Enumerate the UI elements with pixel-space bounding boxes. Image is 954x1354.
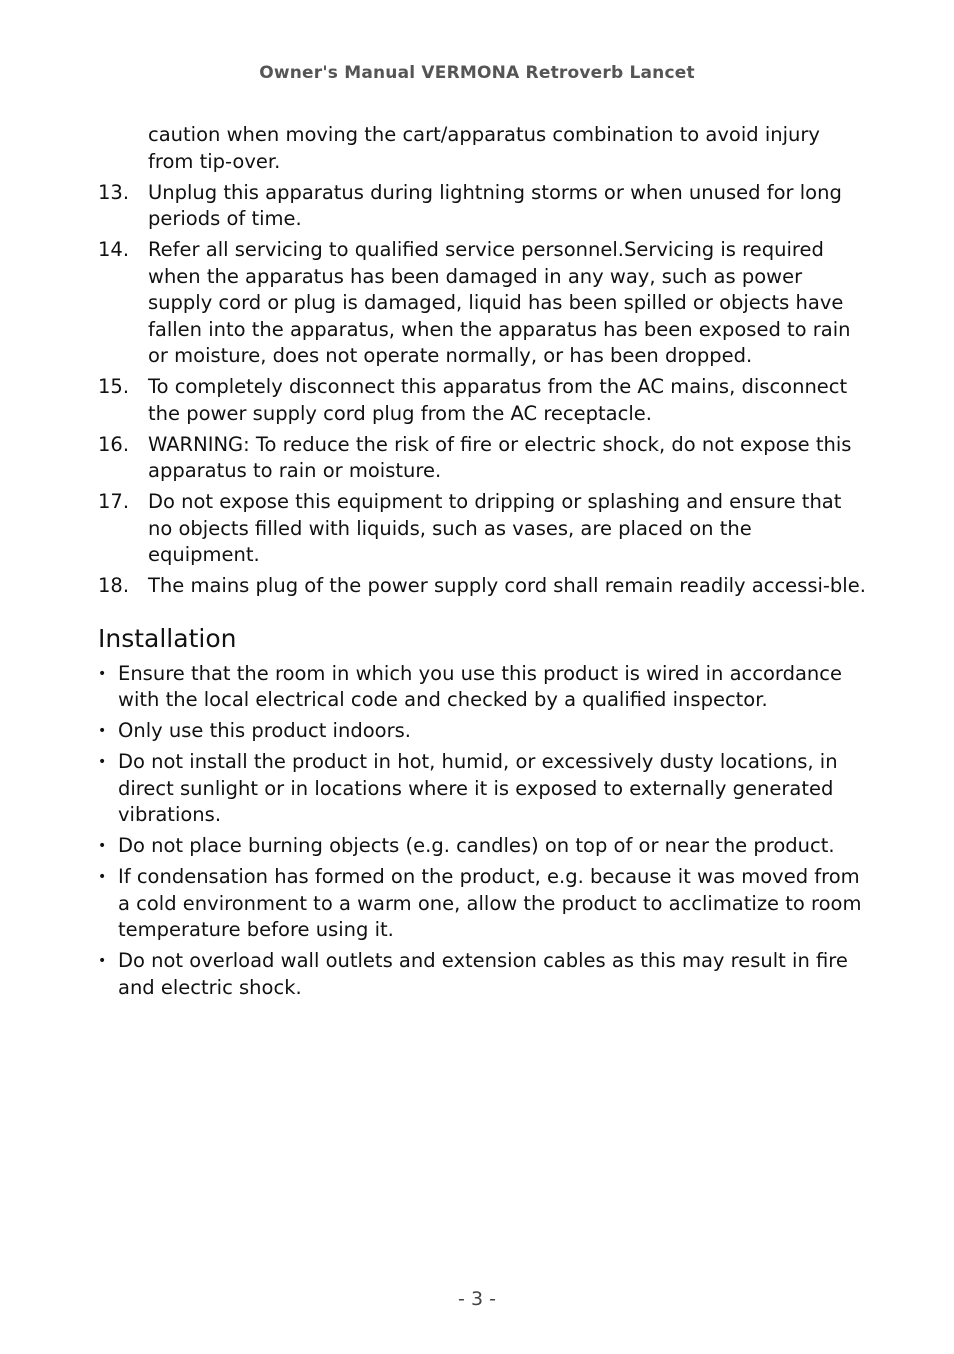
item-number: 13.: [98, 180, 130, 204]
item-text: Do not overload wall outlets and extension cables as this may result in fire and electric shock.: [118, 949, 848, 999]
list-item: [98, 864, 868, 944]
continued-list-text: caution when moving the cart/apparatus combination to avoid injury from tip-over.: [148, 123, 820, 173]
item-text: Ensure that the room in which you use this product is wired in accordance with the local electrical code and checked by a qualified inspector.: [118, 661, 843, 711]
list-item: [98, 432, 868, 485]
item-number: 17.: [98, 490, 130, 513]
list-item: [98, 749, 868, 829]
item-text: Do not install the product in hot, humid, or excessively dusty locations, in direct sunlight or in locations where it is exposed to externally generated vibrations.: [118, 750, 838, 826]
list-item: [98, 237, 868, 370]
item-number: 14.: [98, 238, 130, 261]
list-item: [98, 374, 868, 427]
list-item: [98, 833, 868, 860]
bullet-icon: •: [98, 665, 107, 682]
safety-instructions-list: [98, 180, 868, 600]
item-text: WARNING: To reduce the risk of fire or electric shock, do not expose this apparatus to rain or moisture.: [148, 432, 852, 482]
bullet-icon: •: [98, 723, 107, 739]
bullet-icon: •: [98, 953, 107, 969]
item-text: To completely disconnect this apparatus from the AC mains, disconnect the power supply cord plug from the AC receptacle.: [148, 375, 848, 425]
section-heading-installation: Installation: [98, 623, 237, 653]
item-text: Only use this product indoors.: [118, 719, 411, 742]
item-text: The mains plug of the power supply cord shall remain readily accessi-ble.: [148, 574, 866, 597]
list-item: [98, 180, 868, 233]
item-number: 18.: [98, 574, 130, 597]
item-number: 15.: [98, 375, 130, 398]
list-item: [98, 573, 868, 600]
installation-list: [98, 661, 868, 1002]
item-text: Do not place burning objects (e.g. candles) on top of or near the product.: [118, 834, 835, 857]
bullet-icon: •: [98, 869, 107, 885]
list-item: [98, 661, 868, 714]
page-number: - 3 -: [458, 1288, 496, 1310]
bullet-icon: •: [98, 838, 107, 854]
list-item: [98, 948, 868, 1001]
item-text: If condensation has formed on the product, e.g. because it was moved from a cold environment to a warm one, allow the product to acclimatize to room temperature before using it.: [118, 865, 862, 941]
item-text: Refer all servicing to qualified service personnel.Servicing is required when the apparatus has been damaged in any way, such as power supply cord or plug is damaged, liquid has been spilled or objects have fallen into the apparatus, when the apparatus has been exposed to rain or moisture, does not operate normally, or has been dropped.: [148, 238, 851, 367]
page-content: [98, 122, 868, 1006]
item-text: Do not expose this equipment to dripping or splashing and ensure that no objects filled with liquids, such as vases, are placed on the equipment.: [148, 490, 842, 566]
list-item: [98, 489, 868, 569]
running-header: Owner's Manual VERMONA Retroverb Lancet: [259, 63, 695, 83]
list-item: [98, 718, 868, 745]
bullet-icon: •: [98, 754, 107, 770]
item-number: 16.: [98, 432, 130, 456]
item-text: Unplug this apparatus during lightning storms or when unused for long periods of time.: [148, 180, 842, 230]
